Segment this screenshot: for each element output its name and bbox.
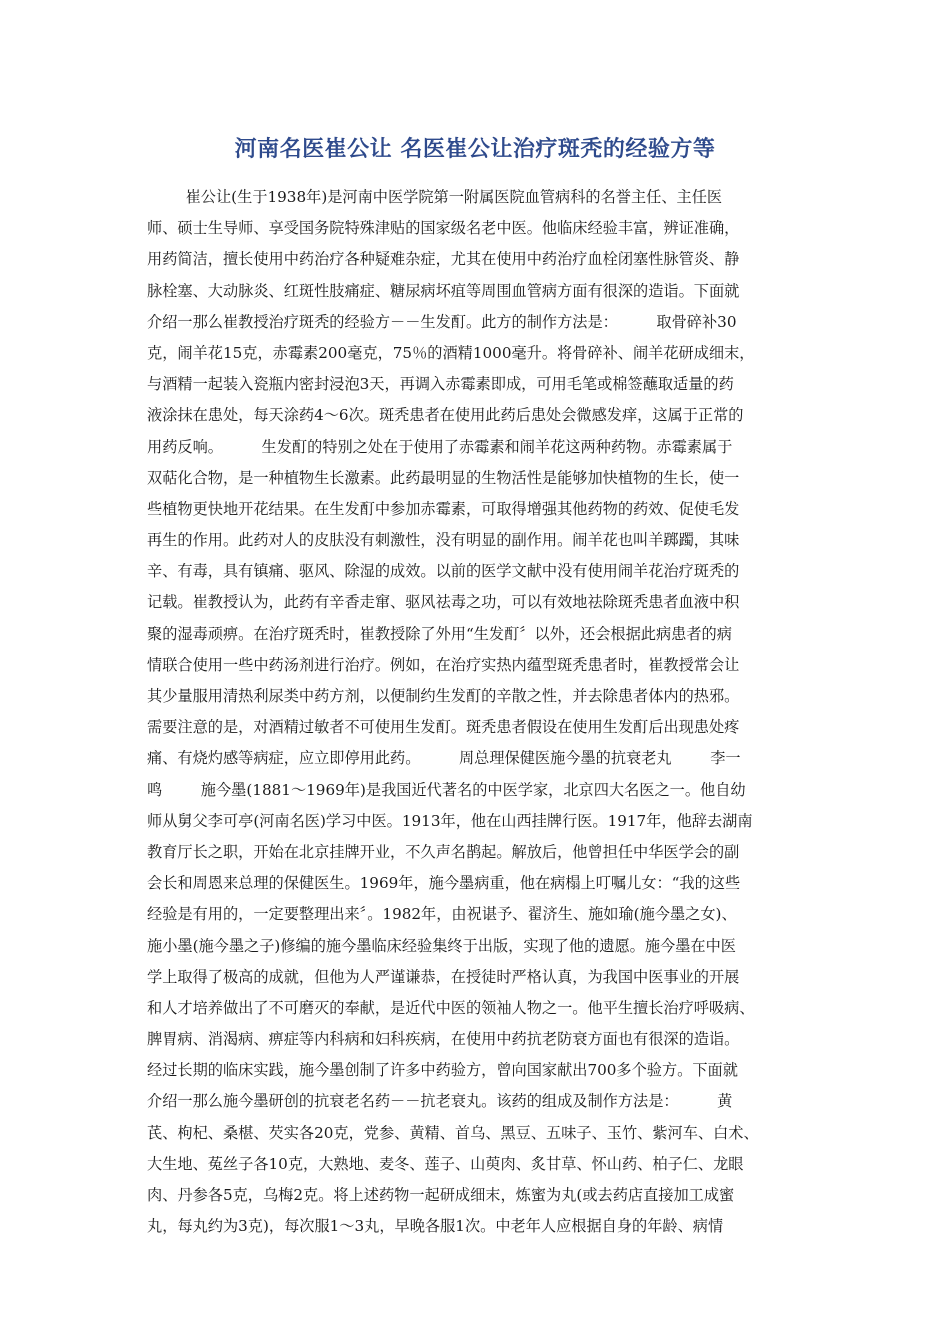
text-line: 情联合使用一些中药汤剂进行治疗。例如，在治疗实热内蕴型斑秃患者时，崔教授常会让 bbox=[147, 655, 740, 674]
text-line: 经过长期的临床实践，施今墨创制了许多中药验方，曾向国家献出700多个验方。下面就 bbox=[147, 1061, 738, 1080]
text-line: 丸，每丸约为3克)，每次服1～3丸，早晚各服1次。中老年人应根据自身的年龄、病情 bbox=[147, 1217, 724, 1236]
text-line: 其少量服用清热利尿类中药方剂，以便制约生发酊的辛散之性，并去除患者体内的热邪。 bbox=[147, 687, 740, 705]
text-line: 再生的作用。此药对人的皮肤没有刺激性，没有明显的副作用。闹羊花也叫羊踯躅，其味 bbox=[147, 531, 740, 550]
text-line: 些植物更快地开花结果。在生发酊中参加赤霉素，可取得增强其他药物的药效、促使毛发 bbox=[147, 499, 740, 518]
page-title: 河南名医崔公让 名医崔公让治疗斑秃的经验方等 bbox=[234, 137, 716, 162]
text-line: 崔公让(生于1938年)是河南中医学院第一附属医院血管病科的名誉主任、主任医 bbox=[147, 188, 723, 206]
text-line: 施小墨(施今墨之子)修编的施今墨临床经验集终于出版，实现了他的遗愿。施今墨在中医 bbox=[147, 936, 736, 955]
text-line: 鸣 施今墨(1881～1969年)是我国近代著名的中医学家，北京四大名医之一。他自幼 bbox=[147, 780, 746, 799]
text-line: 痛、有烧灼感等病症，应立即停用此药。 周总理保健医施今墨的抗衰老丸 李一 bbox=[147, 749, 741, 768]
text-line: 会长和周恩来总理的保健医生。1969年，施今墨病重，他在病榻上叮嘱儿女：“我的这些 bbox=[147, 874, 741, 893]
text-line: 学上取得了极高的成就，但他为人严谨谦恭，在授徒时严格认真，为我国中医事业的开展 bbox=[147, 967, 740, 986]
text-line: 肉、丹参各5克，乌梅2克。将上述药物一起研成细末，炼蜜为丸(或去药店直接加工成蜜 bbox=[147, 1186, 735, 1204]
text-line: 大生地、菟丝子各10克，大熟地、麦冬、莲子、山萸肉、炙甘草、怀山药、柏子仁、龙眼 bbox=[147, 1154, 744, 1173]
text-line: 师从舅父李可亭(河南名医)学习中医。1913年，他在山西挂牌行医。1917年，他辞去湖南 bbox=[147, 811, 753, 830]
text-line: 介绍一那么崔教授治疗斑秃的经验方－－生发酊。此方的制作方法是： 取骨碎补30 bbox=[147, 312, 737, 331]
text-line: 经验是有用的，一定要整理出来〞。1982年，由祝谌予、翟济生、施如瑜(施今墨之女)、 bbox=[147, 905, 737, 924]
text-line: 记载。崔教授认为，此药有辛香走窜、驱风祛毒之功，可以有效地祛除斑秃患者血液中积 bbox=[147, 593, 740, 612]
text-line: 聚的湿毒顽痹。在治疗斑秃时，崔教授除了外用“生发酊〞以外，还会根据此病患者的病 bbox=[147, 624, 732, 643]
text-line: 和人才培养做出了不可磨灭的奉献，是近代中医的领袖人物之一。他平生擅长治疗呼吸病、 bbox=[147, 998, 755, 1017]
text-line: 双萜化合物，是一种植物生长激素。此药最明显的生物活性是能够加快植物的生长，使一 bbox=[147, 468, 740, 487]
text-line: 教育厅长之职，开始在北京挂牌开业，不久声名鹊起。解放后，他曾担任中华医学会的副 bbox=[147, 842, 740, 861]
text-line: 辛、有毒，具有镇痛、驱风、除湿的成效。以前的医学文献中没有使用闹羊花治疗斑秃的 bbox=[147, 562, 740, 581]
text-line: 与酒精一起装入瓷瓶内密封浸泡3天，再调入赤霉素即成，可用毛笔或棉签蘸取适量的药 bbox=[147, 375, 734, 394]
body-text bbox=[147, 182, 827, 1242]
text-line: 克，闹羊花15克，赤霉素200毫克，75％的酒精1000毫升。将骨碎补、闹羊花研成细末， bbox=[147, 343, 755, 362]
text-line: 需要注意的是，对酒精过敏者不可使用生发酊。斑秃患者假设在使用生发酊后出现患处疼 bbox=[147, 718, 740, 737]
text-line: 师、硕士生导师、享受国务院特殊津贴的国家级名老中医。他临床经验丰富，辨证准确， bbox=[147, 219, 740, 238]
text-line: 液涂抹在患处，每天涂药4～6次。斑秃患者在使用此药后患处会微感发痒，这属于正常的 bbox=[147, 406, 744, 425]
text-line: 介绍一那么施今墨研创的抗衰老名药－－抗老衰丸。该药的组成及制作方法是： 黄 bbox=[147, 1092, 733, 1111]
text-line: 芪、枸杞、桑椹、芡实各20克，党参、黄精、首乌、黑豆、五味子、玉竹、紫河车、白术、 bbox=[147, 1123, 759, 1142]
text-line: 脾胃病、消渴病、痹症等内科病和妇科疾病，在使用中药抗老防衰方面也有很深的造诣。 bbox=[147, 1030, 740, 1049]
text-line: 用药反响。 生发酊的特别之处在于使用了赤霉素和闹羊花这两种药物。赤霉素属于 bbox=[147, 437, 733, 456]
text-line: 脉栓塞、大动脉炎、红斑性肢痛症、糖尿病坏疽等周围血管病方面有很深的造诣。下面就 bbox=[147, 281, 740, 300]
text-line: 用药简洁，擅长使用中药治疗各种疑难杂症，尤其在使用中药治疗血栓闭塞性脉管炎、静 bbox=[147, 250, 740, 269]
